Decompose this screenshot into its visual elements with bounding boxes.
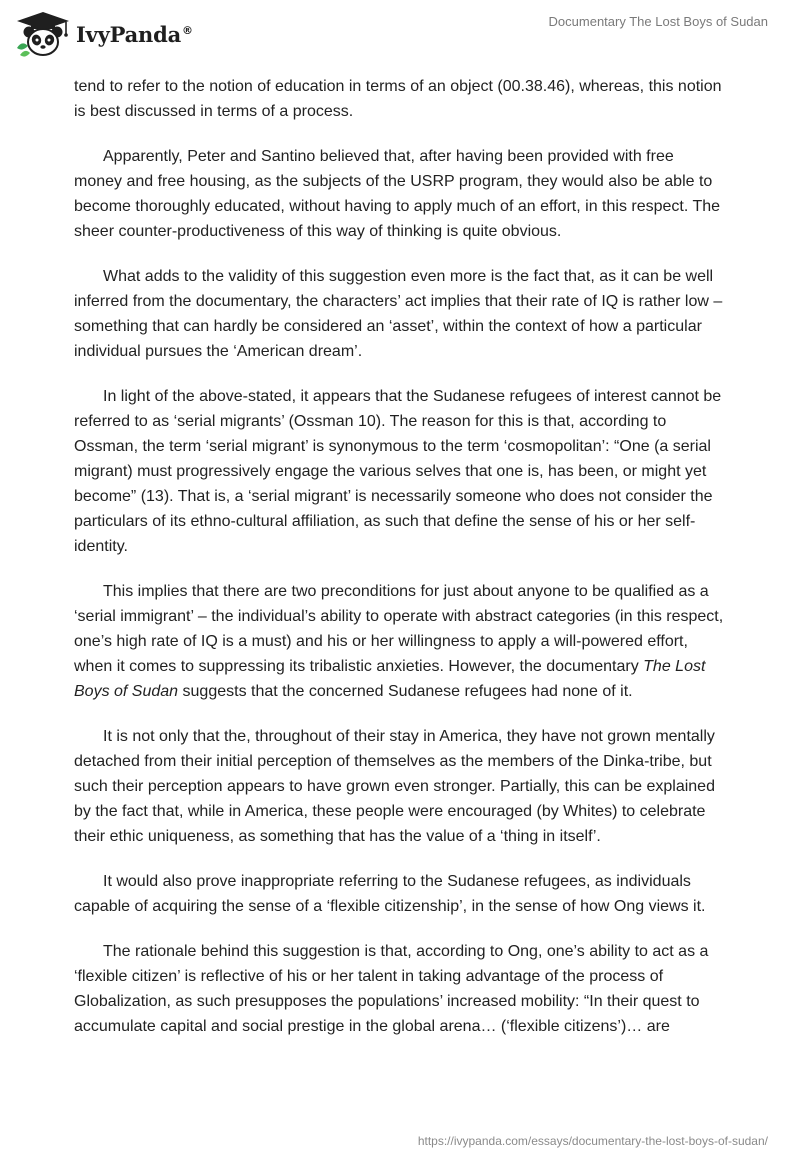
document-title: Documentary The Lost Boys of Sudan [548,14,768,29]
paragraph: tend to refer to the notion of education in terms of an object (00.38.46), whereas, this notion is best discussed in terms of a process. [74,78,722,120]
page-header [0,0,800,70]
ivypanda-logo[interactable] [14,10,193,58]
film-title: The Lost Boys of Sudan [74,658,706,700]
paragraph: The rationale behind this suggestion is that, according to Ong, one’s ability to act as a ‘flexible citizen’ is reflective of his or her talent in taking advantage of the process of Globalization, as such presupposes the populations’ increased mobility: “In their quest to accumulate capital and social prestige in the global arena… (‘flexible citizens’)… are [74,943,709,1035]
paragraph [74,579,726,704]
paragraph: In light of the above-stated, it appears that the Sudanese refugees of interest cannot be referred to as ‘serial migrants’ (Ossman 10). The reason for this is that, according to Ossman, the term ‘serial migrant’ is synonymous to the term ‘cosmopolitan’: “One (a serial migrant) must progressively engage the various selves that one is, has been, or might yet become” (13). That is, a ‘serial migrant’ is necessarily someone who does not consider the particulars of its ethno-cultural affiliation, as such that define the sense of his or her self-identity. [74,388,722,555]
brand-name: IvyPanda® [76,21,193,47]
paragraph-text: suggests that the concerned Sudanese refugees had none of it. [178,683,633,700]
paragraph: What adds to the validity of this suggestion even more is the fact that, as it can be well inferred from the documentary, the characters’ act implies that their rate of IQ is rather low – something that can hardly be considered an ‘asset’, within the context of how a particular individual pursues the ‘American dream’. [74,268,723,360]
essay-body [74,74,726,1059]
paragraph-text: This implies that there are two preconditions for just about anyone to be qualified as a ‘serial immigrant’ – the individual’s ability to operate with abstract categories (in this respect, one’s high rate of IQ is a must) and his or her willingness to apply a will-powered effort, when it comes to suppressing its tribalistic anxieties. However, the documentary [74,583,724,675]
paragraph: It would also prove inappropriate referring to the Sudanese refugees, as individuals capable of acquiring the sense of a ‘flexible citizenship’, in the sense of how Ong views it. [74,873,706,915]
paragraph: Apparently, Peter and Santino believed that, after having been provided with free money and free housing, as the subjects of the USRP program, they would also be able to become thoroughly educated, without having to apply much of an effort, in this respect. The sheer counter-productiveness of this way of thinking is quite obvious. [74,148,721,240]
panda-graduate-icon [14,10,72,58]
source-url[interactable]: https://ivypanda.com/essays/documentary-the-lost-boys-of-sudan/ [417,1134,768,1148]
paragraph: It is not only that the, throughout of their stay in America, they have not grown mentally detached from their initial perception of themselves as the members of the Dinka-tribe, but such their perception appears to have grown even stronger. Partially, this can be explained by the fact that, while in America, these people were encouraged (by Whites) to celebrate their ethic uniqueness, as something that has the value of a ‘thing in itself’. [74,728,715,845]
